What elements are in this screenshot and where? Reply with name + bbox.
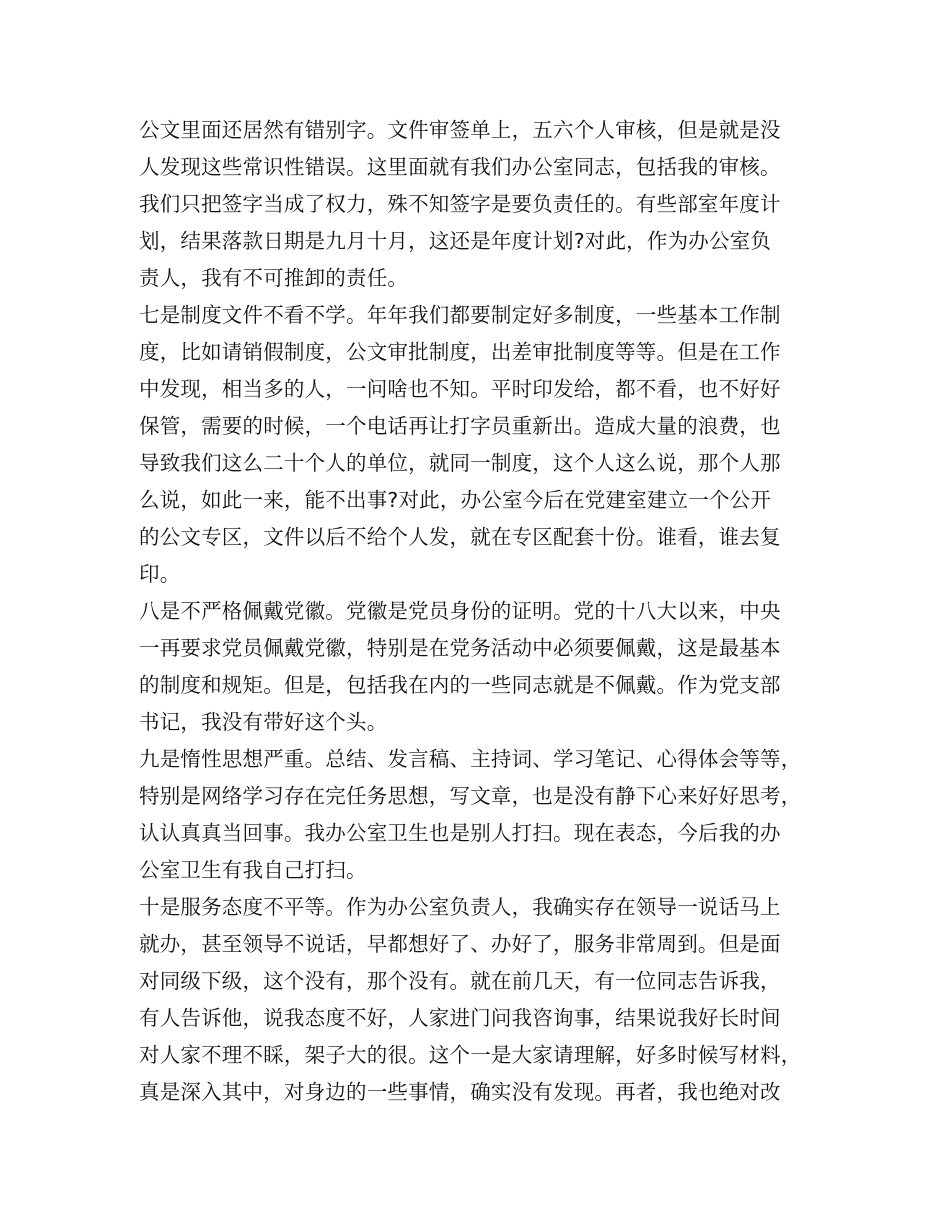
text-line: 七是制度文件不看不学。年年我们都要制定好多制度，一些基本工作制 (139, 303, 781, 327)
text-line: 印。 (139, 562, 181, 586)
text-line: 有人告诉他，说我态度不好，人家进门问我咨询事，结果说我好长时间 (139, 1006, 781, 1030)
text-line: 划，结果落款日期是九月十月，这还是年度计划?对此，作为办公室负 (139, 229, 772, 253)
text-line: 么说，如此一来，能不出事?对此，办公室今后在党建室建立一个公开 (139, 488, 772, 512)
text-line: 度，比如请销假制度，公文审批制度，出差审批制度等等。但是在工作 (139, 340, 781, 364)
text-line: 十是服务态度不平等。作为办公室负责人，我确实存在领导一说话马上 (139, 895, 781, 919)
text-line: 八是不严格佩戴党徽。党徽是党员身份的证明。党的十八大以来，中央 (139, 599, 781, 623)
text-line: 保管，需要的时候，一个电话再让打字员重新出。造成大量的浪费，也 (139, 414, 781, 438)
text-line: 对人家不理不睬，架子大的很。这个一是大家请理解，好多时候写材料， (139, 1043, 802, 1067)
text-line: 我们只把签字当成了权力，殊不知签字是要负责任的。有些部室年度计 (139, 192, 781, 216)
text-line: 一再要求党员佩戴党徽，特别是在党务活动中必须要佩戴，这是最基本 (139, 636, 781, 660)
text-line: 人发现这些常识性错误。这里面就有我们办公室同志，包括我的审核。 (139, 155, 781, 179)
text-line: 九是惰性思想严重。总结、发言稿、主持词、学习笔记、心得体会等等， (139, 747, 802, 771)
document-body (139, 112, 819, 1111)
text-line: 责人，我有不可推卸的责任。 (139, 266, 409, 290)
text-line: 特别是网络学习存在完任务思想，写文章，也是没有静下心来好好思考， (139, 784, 802, 808)
text-line: 书记，我没有带好这个头。 (139, 710, 388, 734)
text-line: 认认真真当回事。我办公室卫生也是别人打扫。现在表态，今后我的办 (139, 821, 781, 845)
text-line: 导致我们这么二十个人的单位，就同一制度，这个人这么说，那个人那 (139, 451, 781, 475)
text-line: 中发现，相当多的人，一问啥也不知。平时印发给，都不看，也不好好 (139, 377, 781, 401)
text-line: 公文里面还居然有错别字。文件审签单上，五六个人审核，但是就是没 (139, 118, 781, 142)
text-line: 的制度和规矩。但是，包括我在内的一些同志就是不佩戴。作为党支部 (139, 673, 781, 697)
text-line: 对同级下级，这个没有，那个没有。就在前几天，有一位同志告诉我， (139, 969, 781, 993)
text-line: 真是深入其中，对身边的一些事情，确实没有发现。再者，我也绝对改 (139, 1080, 781, 1104)
text-line: 的公文专区，文件以后不给个人发，就在专区配套十份。谁看，谁去复 (139, 525, 781, 549)
text-line: 就办，甚至领导不说话，早都想好了、办好了，服务非常周到。但是面 (139, 932, 781, 956)
text-line: 公室卫生有我自己打扫。 (139, 858, 367, 882)
